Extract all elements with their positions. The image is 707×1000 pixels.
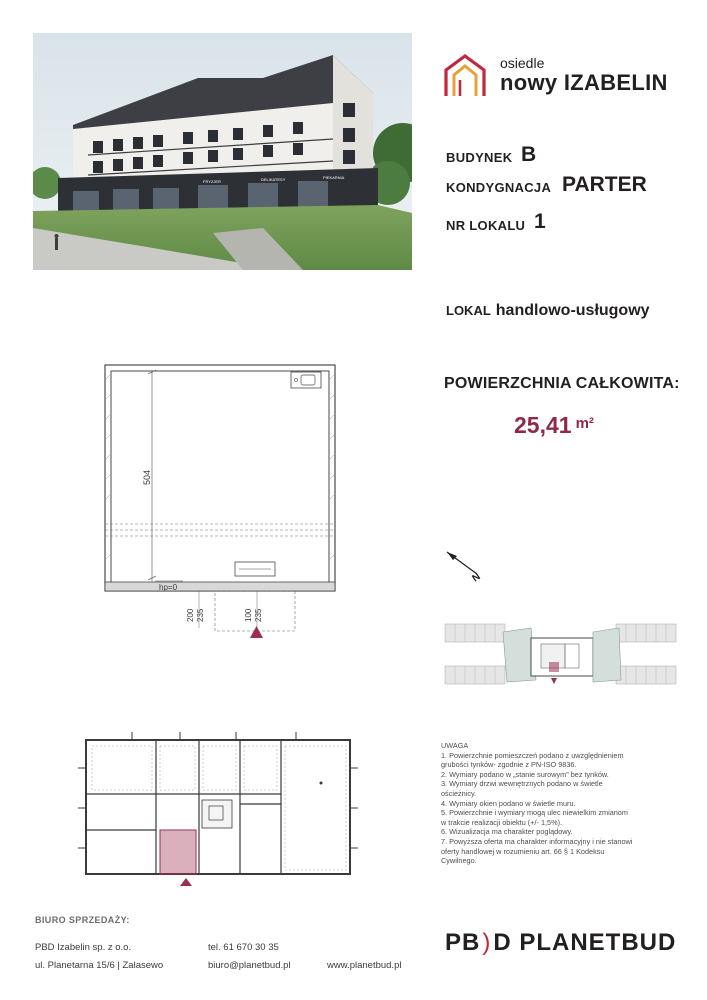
notes-title: UWAGA	[441, 741, 469, 750]
website-link[interactable]: www.planetbud.pl	[327, 960, 402, 971]
floor-label: KONDYGNACJA	[446, 180, 552, 195]
unit-location-marker-icon	[180, 878, 192, 886]
note-item: 1. Powierzchnie pomieszczeń podano z uwzględnieniem grubości tynków- zgodnie z PN-ISO 9836.	[441, 750, 624, 770]
notes-block	[441, 741, 681, 866]
brand-name: nowy IZABELIN	[500, 70, 668, 95]
email-link[interactable]: biuro@planetbud.pl	[208, 960, 291, 971]
floor-value: PARTER	[562, 173, 647, 196]
logo-separator: )	[482, 929, 492, 956]
note-item: 3. Wymiary drzwi wewnętrznych podano w świetle ościeżnicy.	[441, 779, 603, 798]
dim-bottom-4: 235	[254, 608, 263, 622]
note-item: 2. Wymiary podano w „stanie surowym” bez tynków.	[441, 769, 609, 779]
phone-number[interactable]: tel. 61 670 30 35	[208, 942, 279, 953]
company-name: PBD Izabelin sp. z o.o.	[35, 942, 132, 953]
note-item: 4. Wymiary okien podano w świetle muru.	[441, 798, 576, 808]
north-arrow-icon	[443, 548, 493, 588]
area-title: POWIERZCHNIA CAŁKOWITA:	[444, 375, 680, 392]
lokal-label: LOKAL	[446, 303, 491, 318]
level-mark: hp=0	[159, 583, 178, 592]
note-item: 6. Wizualizacja ma charakter poglądowy.	[441, 827, 573, 837]
dim-bottom-2: 235	[196, 608, 205, 622]
lokal-value: handlowo-usługowy	[495, 302, 650, 319]
dim-bottom-3: 100	[244, 608, 253, 622]
logo-house-icon	[443, 52, 491, 98]
ground-floor-overview-plan	[76, 728, 358, 888]
dim-bottom-1: 200	[186, 608, 195, 622]
shop-sign-2: DELIKATESY	[261, 177, 286, 182]
building-visualization	[33, 33, 412, 270]
north-label: N	[470, 571, 483, 585]
area-unit: m²	[575, 415, 594, 432]
lokal-type	[446, 302, 650, 320]
company-address: ul. Planetarna 15/6 | Zalasewo	[35, 960, 164, 971]
note-item: 5. Powierzchnie i wymiary mogą ulec niewielkim zmianom w trakcie realizacji obiektu (+/- 1,5%).	[441, 808, 628, 827]
planetbud-logo	[445, 929, 676, 957]
unit-floor-plan	[95, 360, 345, 650]
building-label: BUDYNEK	[446, 150, 513, 165]
shop-sign-3: PIEKARNIA	[323, 175, 345, 180]
area-value	[514, 412, 594, 439]
building-value: B	[521, 143, 537, 166]
unit-value: 1	[534, 210, 546, 233]
shop-sign-1: FRYZJER	[203, 179, 221, 184]
logo-right: D PLANETBUD	[493, 929, 677, 956]
logo-left: PB	[445, 929, 481, 956]
note-item: 7. Powyższa oferta ma charakter informacyjny i nie stanowi oferty handlowej w rozumieniu art. 66 § 1 Kodeksu Cywilnego.	[441, 836, 633, 866]
brand-prefix: osiedle	[500, 55, 545, 71]
dim-height: 504	[142, 469, 152, 485]
entrance-marker-icon	[250, 626, 263, 638]
area-number: 25,41	[514, 412, 572, 438]
unit-label: NR LOKALU	[446, 218, 526, 233]
site-key-plan	[441, 618, 679, 690]
sales-office-title: BIURO SPRZEDAŻY:	[35, 915, 130, 925]
